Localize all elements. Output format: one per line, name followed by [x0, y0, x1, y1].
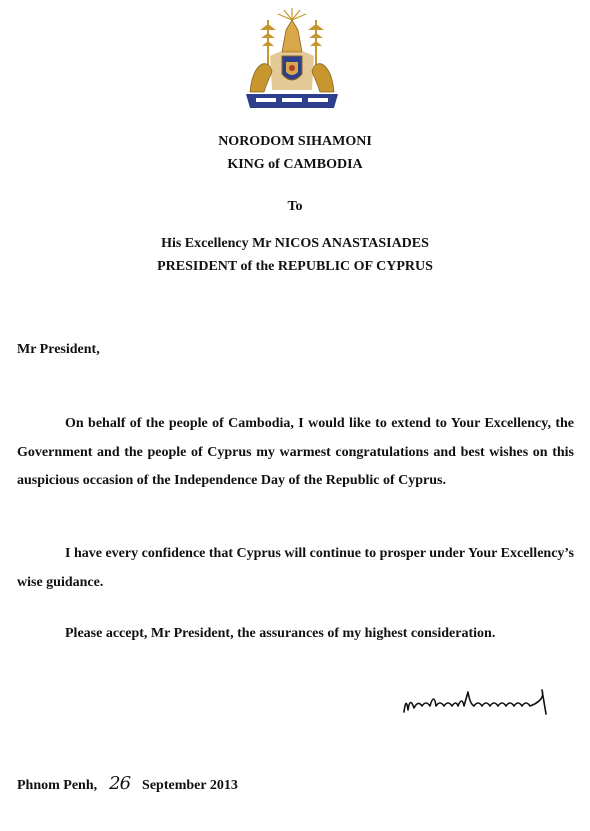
- place-and-date: [17, 773, 238, 794]
- handwritten-day: 26: [109, 773, 131, 794]
- sender-name: NORODOM SIHAMONI: [218, 134, 372, 149]
- body-paragraph-2: [17, 540, 574, 597]
- sender-block: [0, 130, 590, 176]
- sender-title: KING of CAMBODIA: [227, 157, 363, 172]
- royal-emblem: [236, 6, 348, 112]
- month-year: September 2013: [142, 778, 238, 793]
- recipient-block: [0, 232, 590, 278]
- to-label: To: [287, 199, 303, 214]
- body-paragraph-3-text: Please accept, Mr President, the assurances of my highest consideration.: [65, 626, 496, 641]
- place: Phnom Penh,: [17, 778, 98, 793]
- recipient-name: His Excellency Mr NICOS ANASTASIADES: [161, 236, 429, 251]
- salutation: Mr President,: [17, 342, 100, 357]
- recipient-title: PRESIDENT of the REPUBLIC OF CYPRUS: [157, 259, 433, 274]
- body-paragraph-1-text: On behalf of the people of Cambodia, I would like to extend to Your Excellency, the Government and the people of Cyprus my warmest congratulations and best wishes on this auspicious occasion of the Independence Day of the Republic of Cyprus.: [17, 416, 574, 488]
- body-paragraph-1: [17, 410, 574, 496]
- body-paragraph-3: [17, 620, 574, 649]
- royal-coat-of-arms-icon: [236, 6, 348, 112]
- signature-icon: [400, 682, 560, 722]
- body-paragraph-2-text: I have every confidence that Cyprus will continue to prosper under Your Excellency’s wise guidance.: [17, 546, 574, 590]
- handwritten-signature: [400, 682, 560, 722]
